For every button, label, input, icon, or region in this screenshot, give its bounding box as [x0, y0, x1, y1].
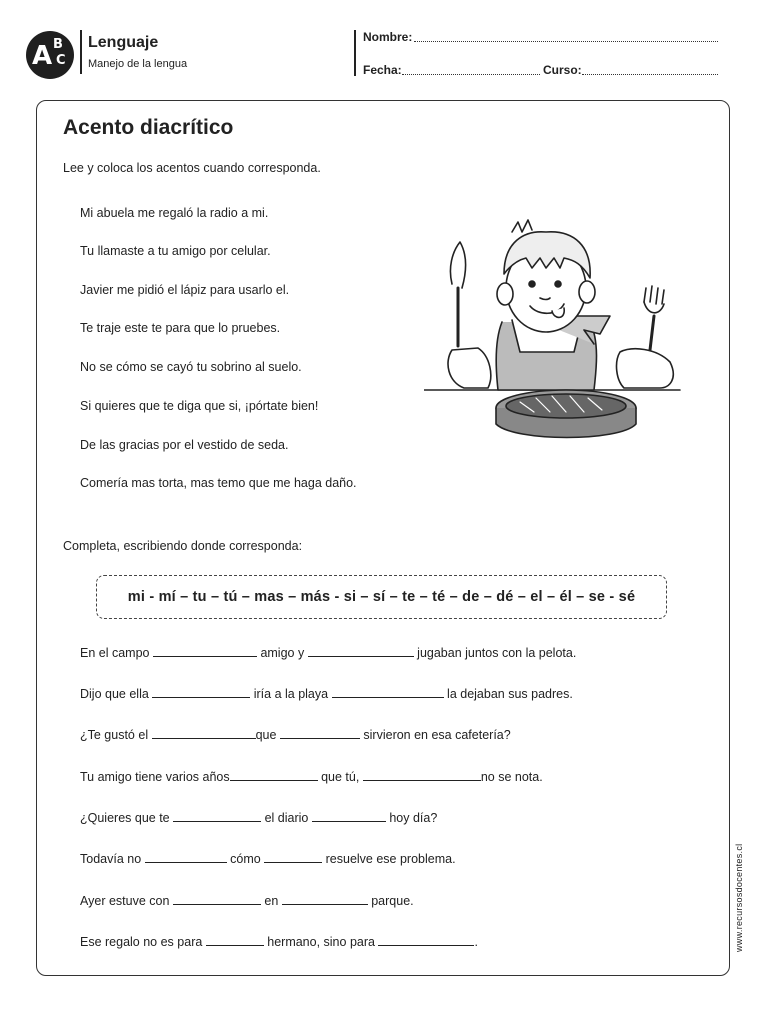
sentence-text: amigo y [256, 646, 308, 660]
sentence-text: iría a la playa [250, 687, 332, 701]
sentence-text: Tu amigo tiene varios años [80, 770, 230, 784]
fields-divider [354, 30, 356, 76]
sentence-text: jugaban juntos con la pelota. [413, 646, 577, 660]
answer-blank[interactable] [152, 726, 256, 739]
logo-letter-b: B [53, 37, 63, 52]
answer-blank[interactable] [153, 644, 257, 657]
instruction-2: Completa, escribiendo donde corresponda: [63, 539, 303, 553]
answer-blank[interactable] [332, 685, 444, 698]
answer-blank[interactable] [173, 892, 261, 905]
accent-sentence: Mi abuela me regaló la radio a mi. [80, 206, 269, 220]
page-header [0, 0, 768, 95]
accent-sentence: Te traje este te para que lo pruebes. [80, 321, 281, 335]
fill-sentence [80, 726, 511, 742]
answer-blank[interactable] [206, 933, 264, 946]
sentence-text: hoy día? [385, 811, 438, 825]
answer-blank[interactable] [145, 850, 227, 863]
course-label: Curso: [543, 63, 582, 77]
logo-letter-a: A [32, 41, 53, 71]
subject-title: Lenguaje [88, 34, 159, 51]
sentence-text: sirvieron en esa cafetería? [359, 728, 511, 742]
accent-sentence: Javier me pidió el lápiz para usarlo el. [80, 283, 290, 297]
answer-blank[interactable] [280, 726, 360, 739]
date-field[interactable] [402, 74, 540, 75]
fill-sentence [80, 892, 414, 908]
subject-subtitle: Manejo de la lengua [88, 58, 188, 70]
fill-sentence [80, 644, 576, 660]
answer-blank[interactable] [308, 644, 414, 657]
answer-blank[interactable] [312, 809, 386, 822]
answer-blank[interactable] [173, 809, 261, 822]
sentence-text: . [474, 935, 478, 949]
sentence-text: no se nota. [480, 770, 543, 784]
accent-sentence: Tu llamaste a tu amigo por celular. [80, 244, 271, 258]
accent-sentence: No se cómo se cayó tu sobrino al suelo. [80, 360, 302, 374]
sentence-text: hermano, sino para [263, 935, 379, 949]
accent-sentence: Si quieres que te diga que si, ¡pórtate bien! [80, 399, 319, 413]
date-label: Fecha: [363, 63, 402, 77]
fill-sentence [80, 933, 478, 949]
sentence-text: cómo [226, 852, 265, 866]
word-bank: mi - mí – tu – tú – mas – más - si – sí – te – té – de – dé – el – él – se - sé [96, 575, 667, 619]
sentence-text: que tú, [317, 770, 363, 784]
fill-sentence [80, 850, 456, 866]
sentence-text: resuelve ese problema. [322, 852, 456, 866]
fill-sentence [80, 685, 573, 701]
sentence-text: ¿Te gustó el [80, 728, 152, 742]
abc-logo [26, 31, 74, 79]
site-watermark: www.recursosdocentes.cl [734, 843, 744, 952]
sentence-text: parque. [367, 894, 414, 908]
fill-sentence [80, 809, 437, 825]
sentence-text: Ese regalo no es para [80, 935, 206, 949]
answer-blank[interactable] [152, 685, 250, 698]
answer-blank[interactable] [282, 892, 368, 905]
boy-eating-cake-illustration [424, 212, 682, 442]
sentence-text: En el campo [80, 646, 153, 660]
answer-blank[interactable] [264, 850, 322, 863]
sentence-text: la dejaban sus padres. [443, 687, 573, 701]
header-divider [80, 30, 82, 74]
sentence-text: en [260, 894, 282, 908]
sentence-text: el diario [261, 811, 312, 825]
fill-sentence [80, 768, 543, 784]
answer-blank[interactable] [230, 768, 318, 781]
name-field[interactable] [414, 41, 718, 42]
course-field[interactable] [582, 74, 718, 75]
sentence-text: que [255, 728, 280, 742]
sentence-text: Ayer estuve con [80, 894, 173, 908]
sentence-text: ¿Quieres que te [80, 811, 174, 825]
name-label: Nombre: [363, 30, 413, 44]
instruction-1: Lee y coloca los acentos cuando corresponda. [63, 161, 321, 175]
sentence-text: Todavía no [80, 852, 145, 866]
sentence-text: Dijo que ella [80, 687, 153, 701]
answer-blank[interactable] [363, 768, 481, 781]
answer-blank[interactable] [378, 933, 474, 946]
accent-sentence: Comería mas torta, mas temo que me haga daño. [80, 476, 357, 490]
logo-letter-c: C [56, 53, 66, 68]
worksheet-title: Acento diacrítico [63, 116, 234, 139]
accent-sentence: De las gracias por el vestido de seda. [80, 438, 289, 452]
